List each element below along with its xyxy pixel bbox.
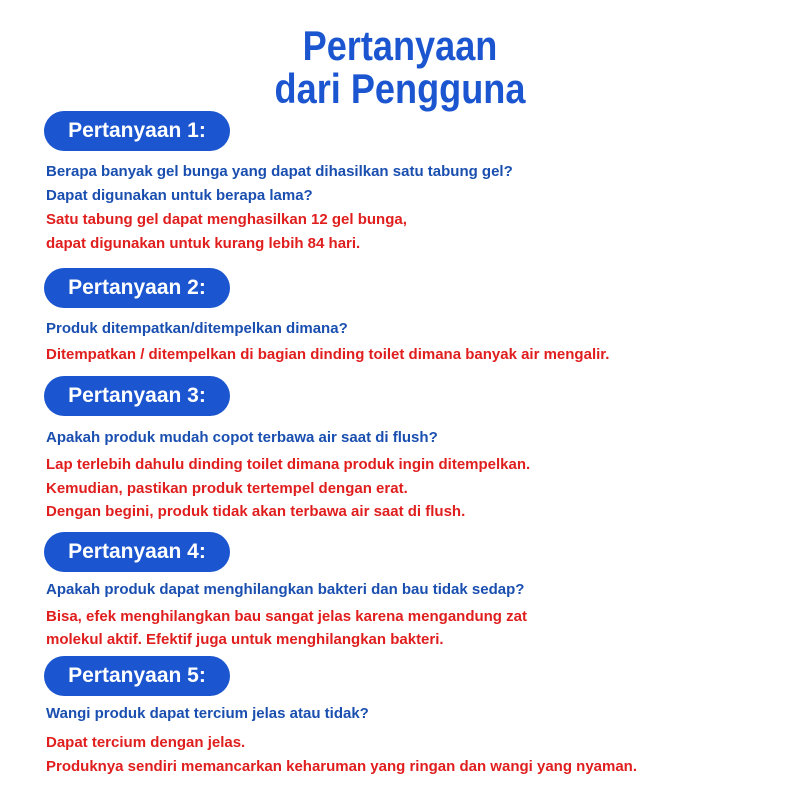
faq-5-answer-line-1: Dapat tercium dengan jelas. xyxy=(46,734,246,751)
faq-1-label-pill: Pertanyaan 1: xyxy=(44,111,230,151)
faq-4-answer-line-1: Bisa, efek menghilangkan bau sangat jelas karena mengandung zat xyxy=(46,608,527,625)
faq-5-question-line-1: Wangi produk dapat tercium jelas atau tidak? xyxy=(46,705,369,722)
faq-3-answer-line-1: Lap terlebih dahulu dinding toilet dimana produk ingin ditempelkan. xyxy=(46,456,531,473)
faq-2-answer-line-1: Ditempatkan / ditempelkan di bagian dinding toilet dimana banyak air mengalir. xyxy=(46,346,610,363)
faq-5-label-pill: Pertanyaan 5: xyxy=(44,656,230,696)
faq-4-label-pill: Pertanyaan 4: xyxy=(44,532,230,572)
faq-2-label-pill: Pertanyaan 2: xyxy=(44,268,230,308)
page-title-line-2: dari Pengguna xyxy=(274,65,526,112)
faq-1-answer-line-1: Satu tabung gel dapat menghasilkan 12 gel bunga, xyxy=(46,211,407,228)
page-title-line-1: Pertanyaan xyxy=(302,22,498,69)
faq-2-question-line-1: Produk ditempatkan/ditempelkan dimana? xyxy=(46,320,348,337)
faq-3-answer-line-2: Kemudian, pastikan produk tertempel dengan erat. xyxy=(46,480,408,497)
faq-1-question-line-2: Dapat digunakan untuk berapa lama? xyxy=(46,187,313,204)
faq-3-question-line-1: Apakah produk mudah copot terbawa air saat di flush? xyxy=(46,429,438,446)
faq-3-label-pill: Pertanyaan 3: xyxy=(44,376,230,416)
faq-4-answer-line-2: molekul aktif. Efektif juga untuk menghilangkan bakteri. xyxy=(46,631,444,648)
faq-4-question-line-1: Apakah produk dapat menghilangkan bakteri dan bau tidak sedap? xyxy=(46,581,525,598)
faq-1-question-line-1: Berapa banyak gel bunga yang dapat dihasilkan satu tabung gel? xyxy=(46,163,513,180)
faq-3-answer-line-3: Dengan begini, produk tidak akan terbawa air saat di flush. xyxy=(46,503,466,520)
faq-1-answer-line-2: dapat digunakan untuk kurang lebih 84 hari. xyxy=(46,235,361,252)
faq-5-answer-line-2: Produknya sendiri memancarkan keharuman yang ringan dan wangi yang nyaman. xyxy=(46,758,638,775)
